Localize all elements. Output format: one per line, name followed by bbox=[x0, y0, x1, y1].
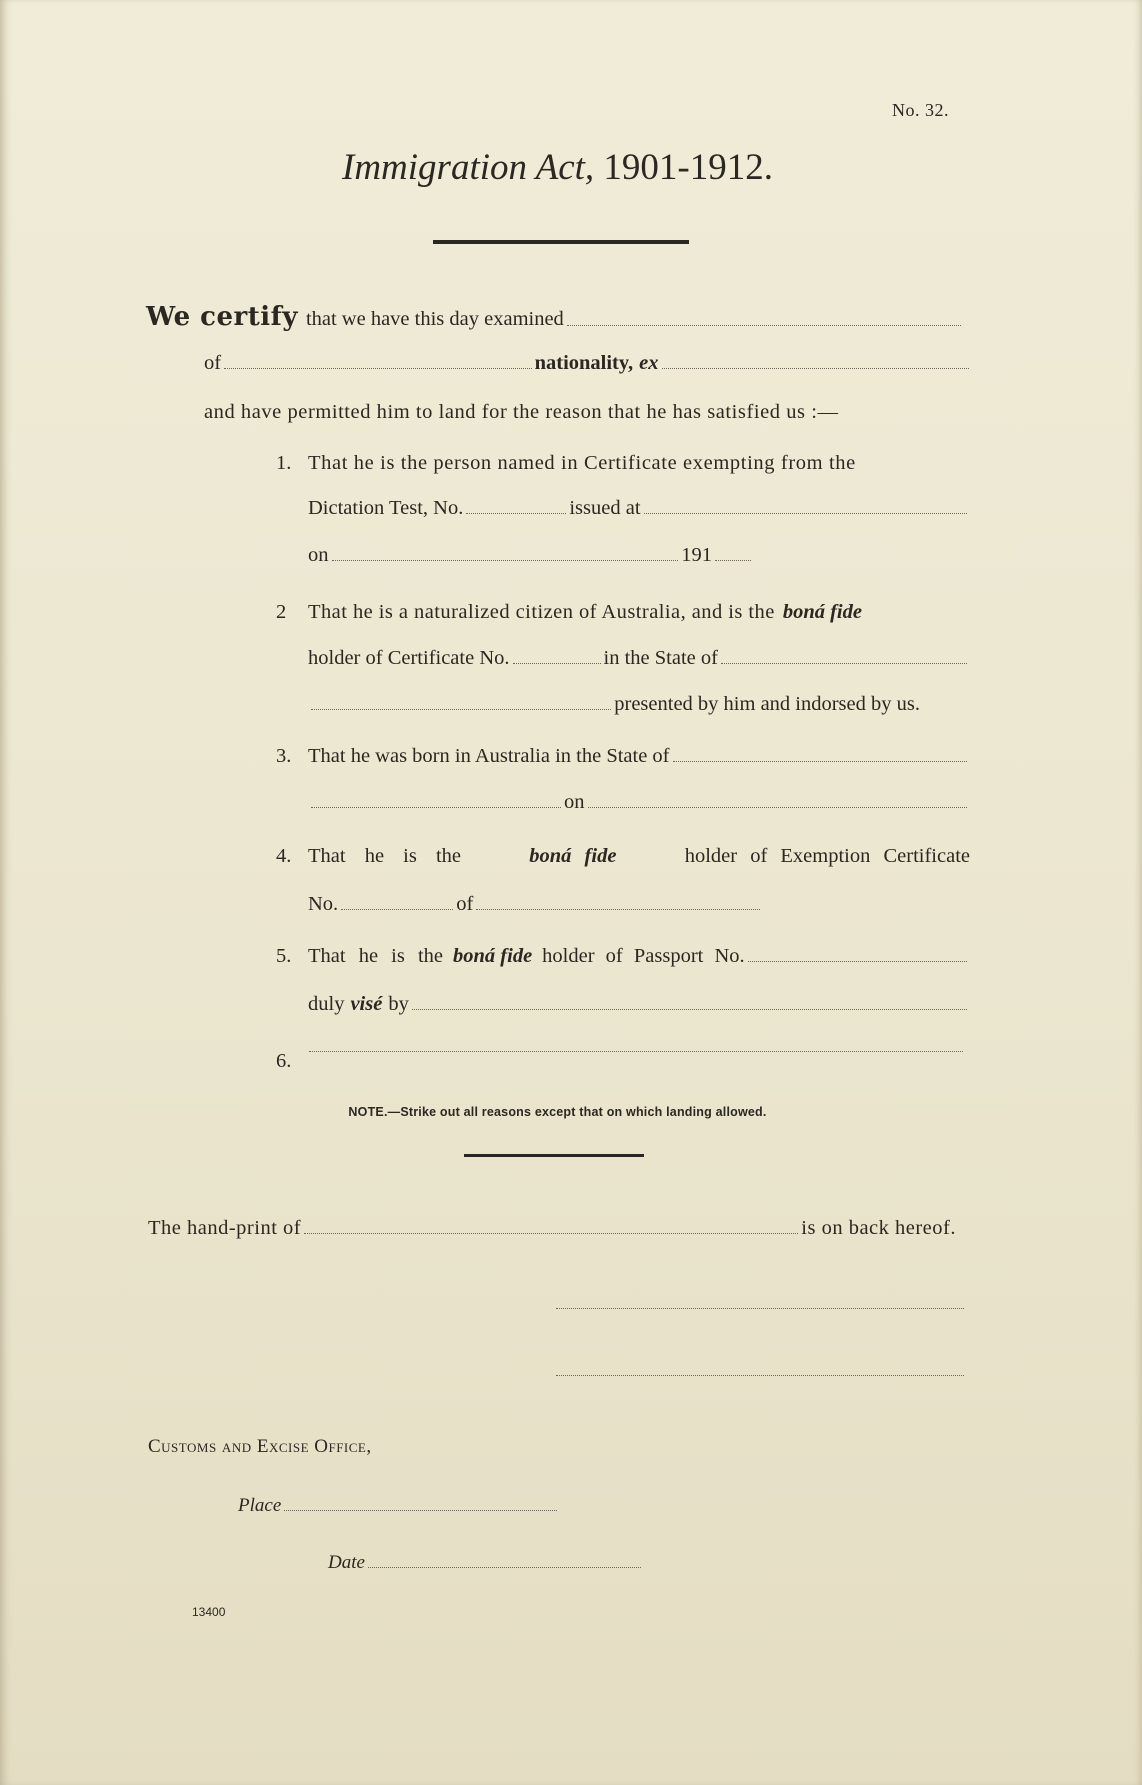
handprint-text-end: is on back hereof. bbox=[801, 1217, 956, 1239]
duly-label: duly bbox=[308, 993, 345, 1015]
ship-field[interactable] bbox=[662, 367, 970, 369]
reason-2-bona-fide: boná fide bbox=[782, 601, 862, 623]
reason-3-text: That he was born in Australia in the State of bbox=[308, 745, 670, 767]
dictation-label: Dictation Test, No. bbox=[308, 497, 464, 519]
birth-state-field[interactable] bbox=[673, 760, 967, 762]
reason-3-line-2 bbox=[308, 791, 970, 814]
reason-2-text: That he is a naturalized citizen of Australia, and is the bbox=[308, 601, 775, 623]
reason-4-line-1 bbox=[308, 845, 970, 868]
reason-6-number: 6. bbox=[276, 1050, 292, 1072]
other-reason-field[interactable] bbox=[309, 1050, 963, 1052]
reason-5-line-1 bbox=[308, 945, 970, 968]
issued-label: issued at bbox=[569, 497, 641, 519]
date-line bbox=[328, 1552, 644, 1574]
reason-2-line-1 bbox=[308, 601, 970, 624]
by-label: by bbox=[388, 993, 409, 1015]
passport-number-field[interactable] bbox=[748, 960, 967, 962]
date-field[interactable] bbox=[368, 1566, 641, 1568]
presented-text: presented by him and indorsed by us. bbox=[614, 693, 920, 715]
reason-4-bona-fide: boná fide bbox=[529, 845, 617, 867]
title-act-name: Immigration Act, bbox=[342, 147, 595, 188]
print-run-number: 13400 bbox=[192, 1605, 226, 1619]
reason-5-text-end: holder of Passport No. bbox=[542, 945, 745, 967]
ex-label: ex bbox=[639, 352, 659, 374]
reason-1-date-field[interactable] bbox=[332, 559, 679, 561]
reason-3-on-label: on bbox=[564, 791, 585, 813]
handprint-line bbox=[148, 1217, 956, 1240]
vise-label: visé bbox=[350, 993, 383, 1015]
certificate-number-field[interactable] bbox=[513, 663, 601, 664]
reason-6-line bbox=[306, 1050, 966, 1058]
examined-name-field[interactable] bbox=[567, 324, 961, 326]
of-label: of bbox=[204, 352, 222, 374]
handprint-text-start: The hand-print of bbox=[148, 1217, 302, 1239]
reason-5-text-start: That he is the bbox=[308, 945, 444, 967]
reason-5-number: 5. bbox=[276, 945, 292, 967]
title-years: 1901-1912. bbox=[603, 147, 773, 188]
birth-date-field[interactable] bbox=[588, 806, 968, 808]
reason-2-number: 2 bbox=[276, 601, 287, 623]
reason-1-line-3 bbox=[308, 544, 754, 567]
customs-office-label: Customs and Excise Office, bbox=[148, 1436, 372, 1457]
place-field[interactable] bbox=[284, 1509, 557, 1511]
reason-5-bona-fide: boná fide bbox=[453, 945, 533, 967]
reason-2-state-field-continued[interactable] bbox=[311, 708, 611, 710]
birth-place-field[interactable] bbox=[311, 807, 561, 808]
reason-3-line-1 bbox=[308, 745, 970, 768]
reason-1-text: That he is the person named in Certificate exempting from the bbox=[308, 452, 856, 474]
reason-3-number: 3. bbox=[276, 745, 292, 767]
place-label: Place bbox=[238, 1495, 282, 1516]
examined-line bbox=[146, 302, 964, 332]
reason-1-on-label: on bbox=[308, 544, 329, 566]
form-title bbox=[0, 146, 1115, 189]
place-line bbox=[238, 1495, 560, 1517]
dictation-number-field[interactable] bbox=[466, 513, 566, 514]
reason-2-state-field[interactable] bbox=[721, 662, 967, 664]
reason-1-line-1 bbox=[308, 452, 970, 475]
reason-4-text-start: That he is the bbox=[308, 845, 462, 867]
nationality-label: nationality, bbox=[534, 352, 634, 374]
permitted-line bbox=[204, 401, 970, 424]
reason-4-no-label: No. bbox=[308, 893, 339, 915]
holder-certificate-label: holder of Certificate No. bbox=[308, 647, 510, 669]
form-number: No. 32. bbox=[892, 100, 949, 120]
issued-at-field[interactable] bbox=[644, 512, 967, 514]
year-label: 191 bbox=[681, 544, 712, 566]
reason-4-line-2 bbox=[308, 893, 763, 916]
note-divider bbox=[464, 1154, 644, 1157]
reason-2-line-3 bbox=[308, 693, 920, 716]
exemption-of-field[interactable] bbox=[476, 908, 760, 910]
handprint-name-field[interactable] bbox=[304, 1232, 798, 1234]
signature-line-1[interactable] bbox=[556, 1308, 964, 1309]
origin-field[interactable] bbox=[224, 367, 532, 369]
title-divider bbox=[433, 240, 689, 244]
reason-1-line-2 bbox=[308, 497, 970, 520]
permitted-text: and have permitted him to land for the reason that he has satisfied us :— bbox=[204, 401, 839, 423]
state-label: in the State of bbox=[603, 647, 718, 669]
exemption-number-field[interactable] bbox=[341, 909, 453, 910]
reason-4-of-label: of bbox=[456, 893, 474, 915]
opening-text: that we have this day examined bbox=[305, 308, 564, 330]
opening-blackletter: We certify bbox=[146, 302, 298, 332]
date-label: Date bbox=[328, 1552, 365, 1573]
nationality-line bbox=[204, 352, 972, 375]
reason-2-line-2 bbox=[308, 647, 970, 670]
vise-by-field[interactable] bbox=[412, 1008, 967, 1010]
reason-4-number: 4. bbox=[276, 845, 292, 867]
year-field[interactable] bbox=[715, 560, 751, 561]
strike-out-note: NOTE.—Strike out all reasons except that on which landing allowed. bbox=[348, 1105, 767, 1119]
reason-1-number: 1. bbox=[276, 452, 292, 474]
reason-5-line-2 bbox=[308, 993, 970, 1016]
reason-4-text-end: holder of Exemption Certificate bbox=[684, 845, 970, 867]
signature-line-2[interactable] bbox=[556, 1375, 964, 1376]
